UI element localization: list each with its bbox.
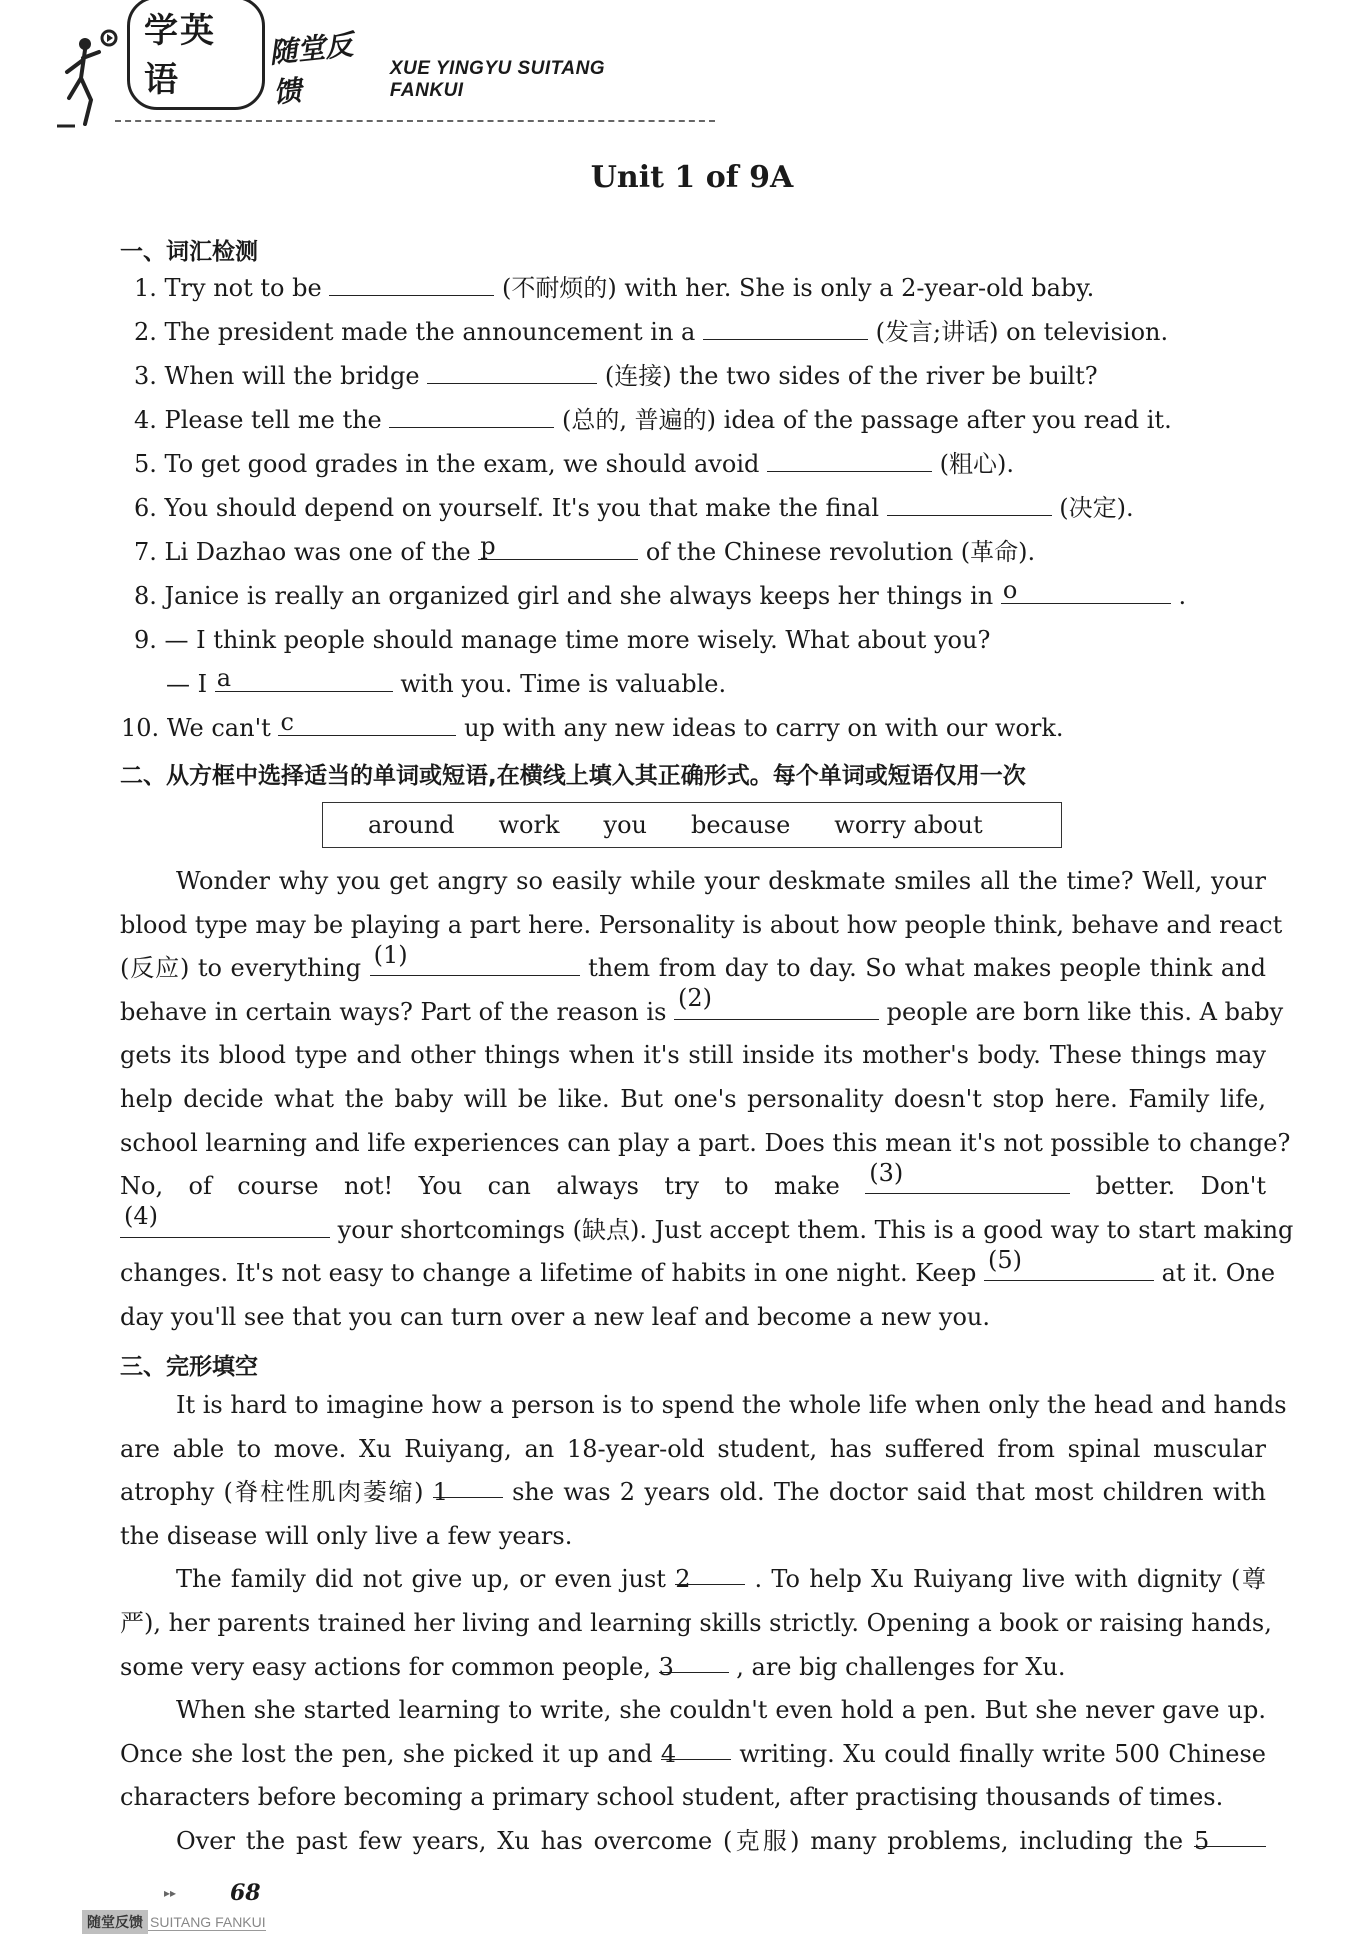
passage-text: No, of course not! You can always try to make [120, 1172, 840, 1201]
word-bank-item: because [691, 811, 791, 839]
passage-line [120, 904, 1283, 948]
passage-text: . To help Xu Ruiyang live with dignity (尊 [754, 1565, 1267, 1594]
item-text-after: (总的, 普遍的) idea of the passage after you read it. [562, 406, 1172, 434]
passage-text: (反应) to everything [120, 954, 362, 983]
passage-line [120, 1558, 1266, 1602]
runner-icon [55, 28, 125, 128]
answer-blank[interactable] [1001, 576, 1171, 604]
blank-number: (2) [678, 984, 713, 1013]
item-text-before: To get good grades in the exam, we should avoid [164, 450, 760, 478]
answer-blank[interactable] [703, 317, 868, 340]
section2-passage [120, 860, 1294, 1340]
passage-line [120, 1733, 1266, 1777]
passage-text: people are born like this. A baby [886, 997, 1284, 1026]
passage-blank[interactable] [658, 1646, 729, 1681]
blank-number: 1 [432, 1478, 449, 1507]
passage-line [120, 860, 1266, 904]
passage-text: some very easy actions for common people, [120, 1652, 651, 1681]
passage-blank[interactable] [984, 1245, 1154, 1281]
passage-text: at it. One [1161, 1259, 1276, 1288]
item-text-after: (发言;讲话) on television. [875, 318, 1169, 346]
answer-blank[interactable] [427, 361, 597, 384]
item-text-after: (连接) the two sides of the river be built? [604, 362, 1098, 390]
initial-letter-hint: c [280, 708, 294, 736]
item-text-after: (不耐烦的) with her. She is only a 2-year-old baby. [501, 274, 1095, 302]
passage-blank[interactable] [674, 984, 879, 1020]
initial-letter-hint: p [480, 532, 496, 560]
blank-number: (5) [987, 1245, 1022, 1274]
item-text-before: Janice is really an organized girl and she always keeps her things in [164, 582, 994, 610]
word-bank [322, 802, 1062, 848]
passage-text: When she started learning to write, she couldn't even hold a pen. But she never gave up. [176, 1696, 1266, 1725]
vocab-item [134, 532, 1036, 567]
item-text-after: with you. Time is valuable. [400, 670, 727, 698]
word-bank-item: around [368, 811, 455, 839]
vocab-item [134, 361, 1098, 391]
answer-blank[interactable] [478, 532, 638, 560]
blank-number: (3) [869, 1158, 904, 1187]
passage-line [120, 1471, 1266, 1515]
word-bank-item: worry about [834, 811, 983, 839]
blank-number: 5 [1194, 1826, 1210, 1855]
passage-blank[interactable] [432, 1471, 503, 1507]
item-number: 2. [134, 318, 157, 346]
word-bank-item: you [603, 811, 647, 839]
passage-text: behave in certain ways? Part of the reason is [120, 997, 667, 1026]
passage-line [120, 1646, 1266, 1690]
passage-blank[interactable] [865, 1158, 1070, 1194]
footer-tag-cn: 随堂反馈 [82, 1910, 148, 1934]
blank-number: 2 [675, 1565, 691, 1594]
passage-line [120, 1245, 1276, 1296]
item-text-after: of the Chinese revolution (革命). [645, 538, 1036, 566]
passage-text: day you'll see that you can turn over a new leaf and become a new you. [120, 1302, 990, 1331]
passage-line [120, 1158, 1266, 1209]
brand [127, 11, 675, 110]
item-number: 3. [134, 362, 157, 390]
item-text-before: We can't [166, 714, 271, 742]
footer-tag [82, 1910, 266, 1934]
item-number: 6. [134, 494, 157, 522]
passage-text: gets its blood type and other things when it's still inside its mother's body. These things may [120, 1041, 1266, 1070]
answer-blank[interactable] [278, 708, 456, 736]
passage-line [120, 1689, 1266, 1733]
item-text-before: The president made the announcement in a [164, 318, 696, 346]
answer-blank[interactable] [389, 405, 554, 428]
passage-text: Once she lost the pen, she picked it up and [120, 1739, 653, 1768]
cloze-passage [120, 1384, 1287, 1864]
answer-blank[interactable] [215, 664, 393, 692]
vocab-item [134, 405, 1172, 435]
passage-text: changes. It's not easy to change a lifetime of habits in one night. Keep [120, 1259, 977, 1288]
page-title: Unit 1 of 9A [590, 160, 794, 195]
section3-heading: 三、完形填空 [120, 1354, 258, 1380]
item-text-before: Please tell me the [164, 406, 382, 434]
passage-line [120, 1034, 1266, 1078]
passage-text: , are big challenges for Xu. [736, 1652, 1066, 1681]
footer-tag-en: SUITANG FANKUI [150, 1913, 266, 1930]
passage-blank[interactable] [1194, 1820, 1266, 1855]
section1-heading: 一、词汇检测 [120, 239, 258, 265]
blank-number: (4) [124, 1202, 158, 1231]
section2-heading: 二、从方框中选择适当的单词或短语,在横线上填入其正确形式。每个单词或短语仅用一次 [120, 763, 1026, 789]
brand-pinyin: XUE YINGYU SUITANG FANKUI [389, 58, 606, 101]
passage-text: help decide what the baby will be like. But one's personality doesn't stop here. Family life, [120, 1084, 1266, 1113]
item-number: 8. [134, 582, 157, 610]
vocab-item [134, 317, 1168, 347]
blank-number: 4 [660, 1739, 677, 1768]
item-text-after: . [1178, 582, 1187, 610]
passage-blank[interactable] [370, 940, 580, 976]
item-text-before: You should depend on yourself. It's you that make the final [164, 494, 879, 522]
passage-text: It is hard to imagine how a person is to spend the whole life when only the head and hands [176, 1391, 1287, 1419]
passage-text: writing. Xu could finally write 500 Chinese [739, 1739, 1266, 1768]
passage-blank[interactable] [660, 1733, 731, 1768]
item-text-before: Try not to be [164, 274, 322, 302]
passage-text: better. Don't [1095, 1172, 1266, 1201]
passage-text: them from day to day. So what makes people think and [588, 954, 1266, 983]
page-number: 68 [230, 1880, 261, 1906]
blank-number: (1) [373, 940, 408, 969]
item-text-before: Li Dazhao was one of the [164, 538, 471, 566]
item-number: 4. [134, 406, 157, 434]
header-divider [115, 120, 715, 122]
vocab-item [134, 625, 990, 655]
passage-text: the disease will only live a few years. [120, 1521, 573, 1550]
item-number: 9. [134, 626, 157, 654]
passage-line [120, 1515, 1266, 1559]
item-number: 5. [134, 450, 157, 478]
passage-text: Wonder why you get angry so easily while your deskmate smiles all the time? Well, your [176, 867, 1266, 895]
footer-arrows: ▸▸ [164, 1886, 177, 1900]
passage-line [120, 1776, 1266, 1820]
item-text-before: — I [166, 670, 208, 698]
blank-number: 3 [658, 1652, 674, 1681]
vocab-item [121, 708, 1064, 743]
item-number: 1. [134, 274, 157, 302]
passage-text: your shortcomings (缺点). Just accept them. This is a good way to start making [337, 1215, 1294, 1244]
page-header [55, 11, 675, 128]
passage-line [120, 1202, 1294, 1253]
passage-text: Over the past few years, Xu has overcome (克服) many problems, including the [176, 1826, 1184, 1855]
vocab-item [134, 273, 1094, 303]
initial-letter-hint: o [1002, 576, 1018, 604]
brand-sub: 随堂反馈 [268, 28, 356, 110]
passage-text: blood type may be playing a part here. Personality is about how people think, behave and react [120, 910, 1283, 939]
item-text-before: When will the bridge [164, 362, 420, 390]
passage-blank[interactable] [120, 1202, 330, 1238]
answer-blank[interactable] [329, 273, 494, 296]
passage-line [120, 1820, 1266, 1864]
vocab-item [134, 493, 1134, 523]
vocab-item [134, 449, 1014, 479]
passage-line [120, 1384, 1287, 1428]
word-bank-item: work [498, 811, 560, 839]
passage-line [120, 1296, 1266, 1340]
answer-blank[interactable] [887, 493, 1052, 516]
brand-main: 学英语 [127, 0, 265, 110]
passage-text: characters before becoming a primary school student, after practising thousands of times. [120, 1783, 1224, 1812]
passage-line [120, 1428, 1266, 1472]
item-text-before: — I think people should manage time more wisely. What about you? [164, 626, 991, 654]
vocab-item [134, 576, 1187, 611]
passage-line [120, 984, 1284, 1035]
item-number: 10. [121, 714, 160, 742]
passage-text: school learning and life experiences can play a part. Does this mean it's not possible to change? [120, 1128, 1291, 1157]
passage-text: The family did not give up, or even just [176, 1565, 666, 1594]
item-number: 7. [134, 538, 157, 566]
item-text-after: (粗心). [939, 450, 1014, 478]
passage-text: are able to move. Xu Ruiyang, an 18-year-old student, has suffered from spinal muscular [120, 1434, 1266, 1463]
passage-line [120, 1122, 1291, 1166]
passage-text: 严), her parents trained her living and learning skills strictly. Opening a book or raising hands, [120, 1608, 1272, 1637]
item-text-after: up with any new ideas to carry on with our work. [464, 714, 1064, 742]
vocab-item [166, 664, 727, 699]
passage-text: she was 2 years old. The doctor said that most children with [512, 1478, 1267, 1507]
answer-blank[interactable] [767, 449, 932, 472]
item-text-after: (决定). [1059, 494, 1134, 522]
passage-line [120, 1078, 1266, 1122]
initial-letter-hint: a [216, 664, 232, 692]
passage-text: atrophy (脊柱性肌肉萎缩) [120, 1478, 424, 1507]
passage-blank[interactable] [675, 1558, 745, 1594]
passage-line [120, 1602, 1272, 1646]
